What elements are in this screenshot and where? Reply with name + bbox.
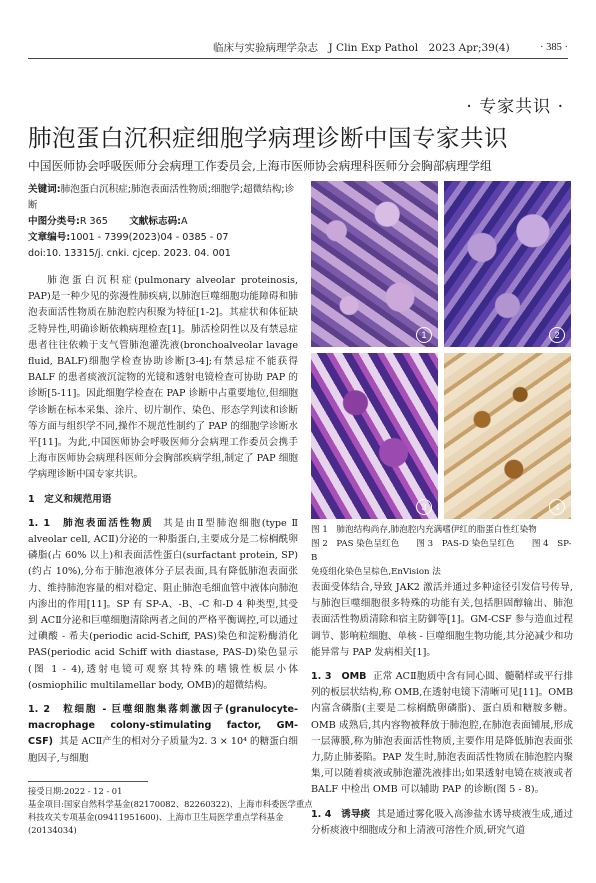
panel-number: 4 — [549, 499, 565, 515]
panel-number: 3 — [416, 499, 432, 515]
subsection-1-1: 1. 1 肺泡表面活性物质 其是由Ⅱ型肺泡细胞(type Ⅱ alveolar cell, ACⅡ)分泌的一种脂蛋白,主要成分是二棕榈酰卵磷脂(占 60% 以上)和表面活性蛋白(surfactant protein, SP)(约占 10%),分布于肺泡液体分子层表面,具有降低肺泡表面张力、维持肺泡容量的相对稳定、阻止肺泡毛细血管中液体向肺泡内渗出的作用[11]。SP 有 SP-A、-B、-C 和-D 4 种类型,其受到 ACⅡ分泌和巨噬细胞清除两者之间的严格平衡调控,可以通过过碘酸 - 希夫(periodic acid-Schiff, PAS)染色和淀粉酶消化 PAS(periodic acid Schiff with diastase, PAS-D)染色显示(图 1 - 4),透射电镜可观察其特殊的嗜锇性板层小体(osmiophilic multilamellar body, OMB)的超微结构。 — [28, 517, 298, 691]
header-rule — [28, 58, 568, 59]
footnote-rule — [28, 781, 148, 782]
panel-number: 2 — [549, 327, 565, 343]
micrograph-figure — [311, 181, 571, 519]
column-tag: · 专家共识 · — [466, 97, 564, 117]
subsection-1-3: 1. 3 OMB 正常 ACⅡ胞质中含有同心圆、髓鞘样或平行排列的板层状结构,称 OMB,在透射电镜下清晰可见[11]。OMB 内富含磷脂(主要是二棕榈酰卵磷脂)、蛋白质和糖胺多糖。OMB 成熟后,其内容物被释放于肺泡腔,在肺泡表面铺展,形成一层薄膜,称为肺泡表面活性物质,主要作用是降低肺泡表面张力,防止肺萎陷。PAP 发生时,肺泡表面活性物质在肺泡腔内聚集,可以随着痰液或肺泡灌洗液排出;如果透射电镜在痰液或者 BALF 中检出 OMB 可以辅助 PAP 的诊断(图 5 - 8)。 — [311, 671, 573, 796]
received-date: 接受日期:2022 - 12 - 01 — [28, 786, 123, 796]
section-heading-1: 1 定义和规范用语 — [28, 493, 112, 505]
panel-number: 1 — [416, 327, 432, 343]
micrograph-panel-2 — [444, 181, 571, 347]
micrograph-panel-3 — [311, 353, 438, 519]
subsection-1-4: 1. 4 诱导痰 其是通过雾化吸入高渗盐水诱导痰液生成,通过分析痰液中细胞成分和上清液可溶性介质,研究气道 — [311, 808, 573, 836]
authors: 中国医师协会呼吸医师分会病理工作委员会,上海市医师协会病理科医师分会胸部病理学组 — [28, 159, 492, 173]
footnotes — [28, 785, 318, 837]
journal-name: 临床与实验病理学杂志 J Clin Exp Pathol 2023 Apr;39(4) — [213, 41, 510, 54]
funding: 基金项目:国家自然科学基金(82170082、82260322)、上海市科委医学重点科技攻关专项基金(09411951600)、上海市卫生局医学重点学科基金(20134034) — [28, 799, 313, 835]
classification: 中图分类号:R 365 文献标志码:A — [28, 216, 188, 227]
article-meta — [28, 182, 298, 262]
keywords: 关键词:肺泡蛋白沉积症;肺泡表面活性物质;细胞学;超微结构;诊断 — [28, 184, 295, 211]
article-number: 文章编号:1001 - 7399(2023)04 - 0385 - 07 — [28, 232, 229, 243]
body-left-column — [28, 273, 298, 767]
micrograph-panel-1 — [311, 181, 438, 347]
running-header — [28, 38, 568, 56]
body-right-column — [311, 580, 573, 839]
subsection-1-2: 1. 2 粒细胞 - 巨噬细胞集落刺激因子(granulocyte-macrophage colony-stimulating factor, GM-CSF) 其是 ACⅡ产生的相对分子质量为2. 3 × 10⁴ 的糖蛋白细胞因子,与细胞 — [28, 704, 299, 764]
article-title: 肺泡蛋白沉积症细胞学病理诊断中国专家共识 — [28, 124, 508, 152]
intro-paragraph: 肺泡蛋白沉积症(pulmonary alveolar proteinosis, PAP)是一种少见的弥漫性肺疾病,以肺泡巨噬细胞功能障碍和肺泡表面活性物质在肺泡腔内积聚为特征[1-2]。其症状和体征缺乏特异性,明确诊断依赖病理检查[1]。肺活检阴性以及有禁忌症患者往往依赖于支气管肺泡灌洗液(bronchoalveolar lavage fluid, BALF)细胞学检查协助诊断[3-4];有禁忌症不能获得 BALF 的患者痰液沉淀物的光镜和透射电镜检查可协助 PAP 的诊断[5-11]。因此细胞学检查在 PAP 诊断中占重要地位,但细胞学诊断在标本采集、涂片、切片制作、染色、形态学判读和诊断等方面与组织学不同,操作不规范性制约了 PAP 的细胞学诊断水平[11]。为此,中国医师协会呼吸医师分会病理工作委员会携手上海市医师协会病理科医师分会胸部疾病学组,制定了 PAP 细胞学病理诊断中国专家共识。 — [28, 275, 298, 481]
page-number: · 385 · — [540, 41, 568, 53]
figure-caption: 图 1 肺泡结构尚存,肺泡腔内充满嗜伊红的脂蛋白性红染物 图 2 PAS 染色呈红色 图 3 PAS-D 染色呈红色 图 4 SP-B 免疫组化染色呈棕色,EnVision 法 — [311, 525, 572, 577]
doi[interactable]: doi:10. 13315/j. cnki. cjcep. 2023. 04. 001 — [28, 248, 231, 259]
micrograph-panel-4 — [444, 353, 571, 519]
continued-paragraph: 表面受体结合,导致 JAK2 激活并通过多种途径引发信号传导,与肺泡巨噬细胞很多特殊的功能有关,包括胆固醇输出、肺泡表面活性物质清除和宿主防御等[1]。GM-CSF 参与造血过程调节、影响粒细胞、单核 - 巨噬细胞生物功能,其分泌减少和功能异常与 PAP 发病相关[1]。 — [311, 582, 573, 658]
